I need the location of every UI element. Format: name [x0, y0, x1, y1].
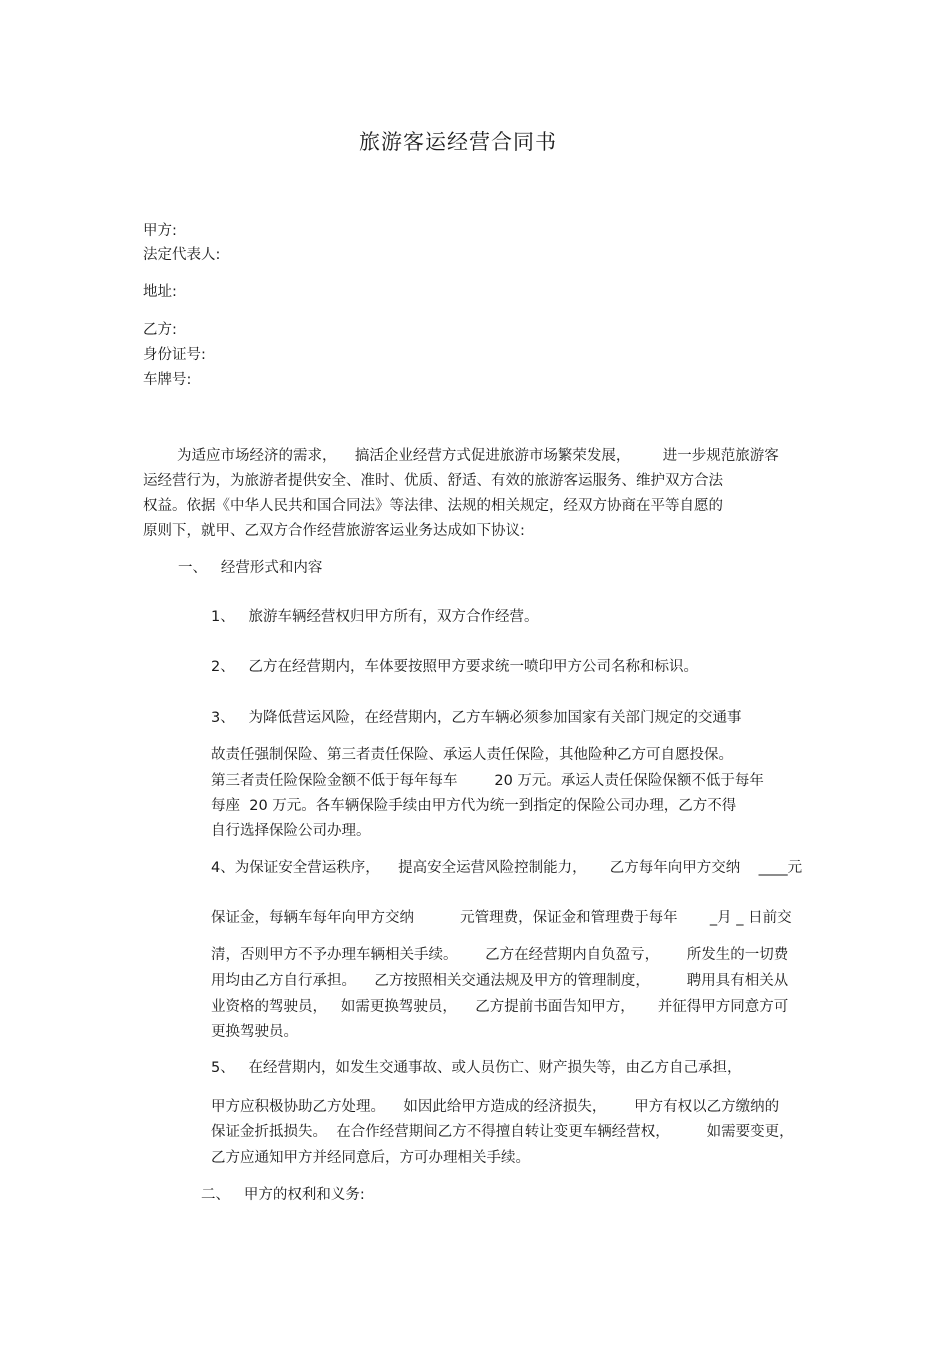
clause-3-line: 自行选择保险公司办理。	[211, 823, 371, 839]
clause-1: 1、 旅游车辆经营权归甲方所有，双方合作经营。	[211, 609, 539, 625]
section-1-heading: 一、 经营形式和内容	[178, 560, 323, 576]
party-a-label: 甲方:	[143, 223, 177, 239]
clause-3-line: 每座 20 万元。各车辆保险手续由甲方代为统一到指定的保险公司办理，乙方不得	[211, 798, 737, 814]
clause-3-line: 第三者责任险保险金额不低于每年每车 20 万元。承运人责任保险保额不低于每年	[211, 773, 764, 789]
clause-2: 2、 乙方在经营期内，车体要按照甲方要求统一喷印甲方公司名称和标识。	[211, 659, 699, 675]
clause-3-line: 3、 为降低营运风险，在经营期内，乙方车辆必须参加国家有关部门规定的交通事	[211, 710, 742, 726]
clause-4-line: 用均由乙方自行承担。 乙方按照相关交通法规及甲方的管理制度， 聘用具有相关从	[211, 973, 789, 989]
clause-3-line: 故责任强制保险、第三者责任保险、承运人责任保险，其他险种乙方可自愿投保。	[211, 747, 733, 763]
intro-line: 为适应市场经济的需求， 搞活企业经营方式促进旅游市场繁荣发展， 进一步规范旅游客	[177, 448, 779, 464]
plate-number-label: 车牌号:	[143, 372, 192, 388]
section-2-heading: 二、 甲方的权利和义务:	[201, 1187, 365, 1203]
clause-5-line: 5、 在经营期内，如发生交通事故、或人员伤亡、财产损失等，由乙方自己承担，	[211, 1060, 742, 1076]
clause-4-line: 保证金，每辆车每年向甲方交纳 元管理费，保证金和管理费于每年 _月 _ 日前交	[211, 910, 792, 926]
clause-4-line: 清，否则甲方不予办理车辆相关手续。 乙方在经营期内自负盈亏， 所发生的一切费	[211, 947, 789, 963]
intro-line: 原则下，就甲、乙双方合作经营旅游客运业务达成如下协议:	[143, 523, 525, 539]
intro-line: 权益。依据《中华人民共和国合同法》等法律、法规的相关规定，经双方协商在平等自愿的	[143, 498, 723, 514]
clause-4-line: 4、为保证安全营运秩序， 提高安全运营风险控制能力， 乙方每年向甲方交纳 ____元	[211, 860, 803, 876]
party-b-label: 乙方:	[143, 322, 177, 338]
clause-5-line: 保证金折抵损失。 在合作经营期间乙方不得擅自转让变更车辆经营权， 如需要变更，	[211, 1124, 794, 1140]
address-label: 地址:	[143, 284, 177, 300]
clause-4-line: 更换驾驶员。	[211, 1024, 298, 1040]
clause-5-line: 甲方应积极协助乙方处理。 如因此给甲方造成的经济损失， 甲方有权以乙方缴纳的	[211, 1099, 780, 1115]
clause-4-line: 业资格的驾驶员， 如需更换驾驶员， 乙方提前书面告知甲方， 并征得甲方同意方可	[211, 999, 789, 1015]
intro-line: 运经营行为，为旅游者提供安全、准时、优质、舒适、有效的旅游客运服务、维护双方合法	[143, 473, 723, 489]
clause-5-line: 乙方应通知甲方并经同意后，方可办理相关手续。	[211, 1150, 530, 1166]
document-title: 旅游客运经营合同书	[359, 130, 557, 154]
legal-representative-label: 法定代表人:	[143, 247, 221, 263]
id-number-label: 身份证号:	[143, 347, 206, 363]
